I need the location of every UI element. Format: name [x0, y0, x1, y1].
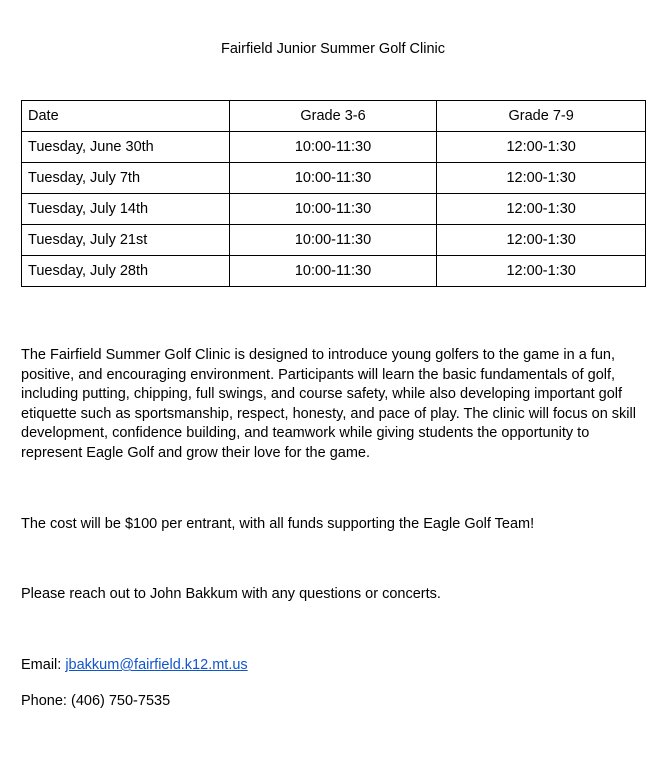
cost-paragraph: The cost will be $100 per entrant, with all funds supporting the Eagle Golf Team! [21, 516, 535, 532]
time-cell: 12:00-1:30 [437, 256, 646, 287]
date-cell: Tuesday, July 7th [22, 163, 230, 194]
table-header-row [22, 101, 646, 132]
header-grade-3-6: Grade 3-6 [229, 101, 437, 132]
time-cell: 12:00-1:30 [437, 163, 646, 194]
table-row [22, 256, 646, 287]
schedule-table [21, 100, 646, 287]
time-cell: 10:00-11:30 [229, 163, 437, 194]
table-row [22, 132, 646, 163]
time-cell: 12:00-1:30 [437, 132, 646, 163]
phone-line: Phone: (406) 750-7535 [21, 693, 171, 709]
description-paragraph: The Fairfield Summer Golf Clinic is designed to introduce young golfers to the game in a fun, positive, and encouraging environment. Participants will learn the basic fundamentals of golf, including putting, chipping, full swings, and course safety, while also developing important golf etiquette such as sportsmanship, respect, honesty, and pace of play. The clinic will focus on skill development, confidence building, and teamwork while giving students the opportunity to represent Eagle Golf and grow their love for the game. [21, 347, 636, 461]
document-title: Fairfield Junior Summer Golf Clinic [220, 41, 445, 57]
email-label: Email: [21, 657, 66, 673]
header-grade-7-9: Grade 7-9 [437, 101, 646, 132]
time-cell: 10:00-11:30 [229, 194, 437, 225]
date-cell: Tuesday, July 21st [22, 225, 230, 256]
table-row [22, 163, 646, 194]
time-cell: 12:00-1:30 [437, 194, 646, 225]
email-link[interactable]: jbakkum@fairfield.k12.mt.us [65, 657, 248, 673]
date-cell: Tuesday, June 30th [22, 132, 230, 163]
table-row [22, 194, 646, 225]
date-cell: Tuesday, July 28th [22, 256, 230, 287]
time-cell: 10:00-11:30 [229, 256, 437, 287]
date-cell: Tuesday, July 14th [22, 194, 230, 225]
time-cell: 12:00-1:30 [437, 225, 646, 256]
email-line [21, 656, 646, 676]
time-cell: 10:00-11:30 [229, 225, 437, 256]
time-cell: 10:00-11:30 [229, 132, 437, 163]
header-date: Date [22, 101, 230, 132]
contact-paragraph: Please reach out to John Bakkum with any questions or concerts. [21, 586, 441, 602]
table-row [22, 225, 646, 256]
